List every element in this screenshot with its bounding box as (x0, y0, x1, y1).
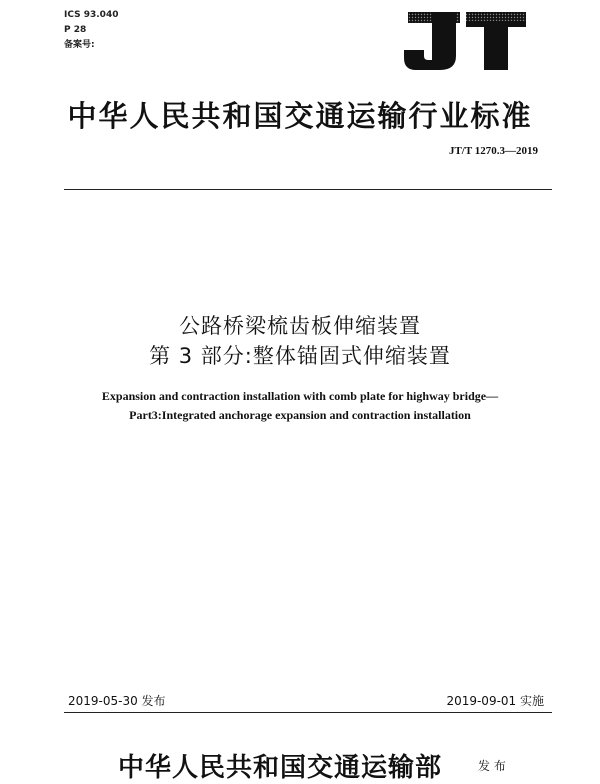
issuing-authority-suffix: 发 布 (478, 759, 506, 773)
chinese-title-line-1: 公路桥梁梳齿板伸缩装置 (179, 314, 421, 338)
issuing-authority: 中华人民共和国交通运输部 (118, 753, 443, 783)
category-code: P 28 (64, 25, 87, 35)
jt-logo (402, 10, 528, 72)
issue-date: 2019-05-30 发布 (68, 694, 166, 708)
standard-type-title: 中华人民共和国交通运输行业标准 (67, 99, 533, 133)
record-number-label: 备案号: (64, 40, 95, 50)
header-divider (64, 189, 552, 190)
standard-number: JT/T 1270.3—2019 (448, 145, 538, 157)
english-title-line-1: Expansion and contraction installation with comb plate for highway bridge— (101, 389, 499, 403)
english-title-line-2: Part3:Integrated anchorage expansion and contraction installation (129, 408, 471, 422)
chinese-title-line-2: 第 3 部分:整体锚固式伸缩装置 (149, 344, 451, 368)
implementation-date: 2019-09-01 实施 (446, 694, 544, 708)
document-metadata (64, 8, 118, 53)
ics-code: ICS 93.040 (64, 10, 119, 20)
date-divider (64, 712, 552, 713)
